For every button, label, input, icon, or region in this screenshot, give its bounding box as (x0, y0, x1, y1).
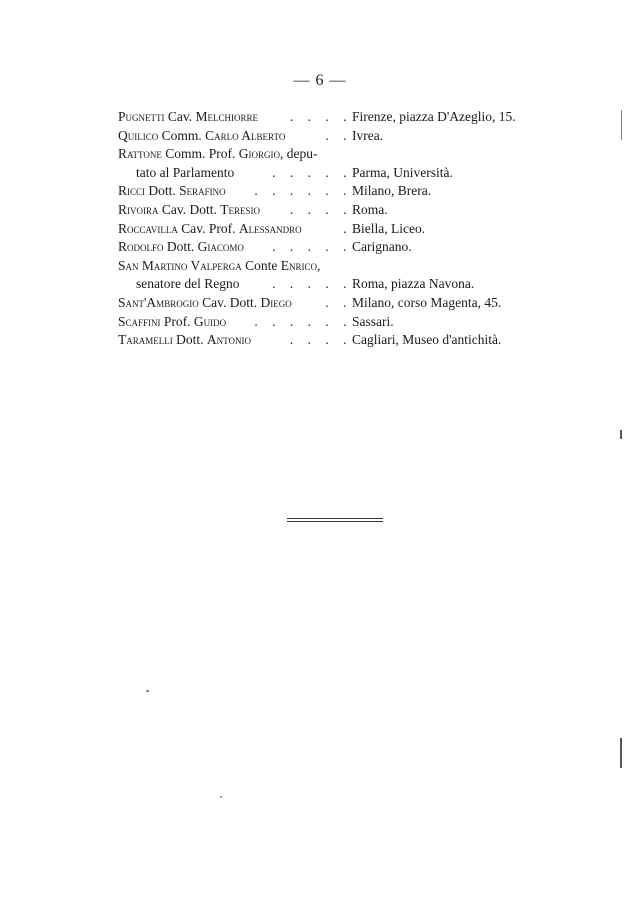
member-title: Dott. (163, 239, 198, 255)
member-first-name: Giorgio (238, 146, 280, 162)
member-surname: Rattone (118, 146, 162, 162)
list-item (118, 108, 558, 127)
member-title: Conte (241, 257, 281, 273)
member-surname: Ricci (118, 183, 146, 199)
member-place: Roma. (352, 201, 388, 217)
member-surname: Pugnetti (118, 109, 165, 124)
member-name (118, 145, 352, 182)
member-name (118, 313, 352, 332)
member-title: Comm. Prof. (161, 146, 239, 162)
list-item (118, 145, 558, 182)
member-first-name: Serafino (179, 183, 226, 199)
member-surname: Roccavilla (118, 220, 178, 236)
list-item (118, 331, 558, 350)
member-first-name: Antonio (206, 332, 251, 348)
member-place: Milano, Brera. (352, 183, 432, 199)
member-title: Prof. (160, 313, 194, 329)
member-list (118, 108, 558, 350)
member-name (118, 201, 352, 220)
member-place: Roma, piazza Navona. (352, 276, 475, 292)
member-name (118, 331, 352, 350)
member-title: Dott. (172, 332, 207, 348)
member-name (118, 238, 352, 257)
member-surname: Rivoira (118, 201, 159, 217)
member-place: Sassari. (352, 313, 394, 329)
dot-leaders: . . . . . (272, 276, 352, 292)
member-first-name: Giacomo (197, 239, 244, 255)
member-place: Biella, Liceo. (352, 220, 426, 236)
dot-leaders: . . . . . . (254, 183, 352, 199)
list-item (118, 182, 558, 201)
list-item (118, 220, 558, 239)
member-title: Cav. Dott. (158, 201, 221, 217)
section-divider (287, 518, 383, 524)
scan-edge-mark (620, 738, 622, 768)
page-number: — 6 — (293, 72, 347, 89)
member-surname: Sant'Ambrogio (118, 294, 199, 310)
dot-leaders: . . (325, 294, 352, 310)
member-first-name: Teresio (220, 201, 260, 217)
member-surname: Taramelli (118, 332, 173, 348)
list-item (118, 313, 558, 332)
member-name-continuation: tato al Parlamento (136, 164, 235, 180)
dot-leaders: . . . . (289, 201, 352, 217)
member-surname: Rodolfo (118, 239, 164, 255)
member-name (118, 257, 352, 294)
scan-speck (220, 796, 222, 798)
member-place: Carignano. (352, 239, 412, 255)
scan-speck (146, 690, 149, 692)
member-first-name: Diego (260, 294, 292, 310)
member-place: Firenze, piazza D'Azeglio, 15. (352, 109, 516, 124)
member-name (118, 108, 352, 127)
dot-leaders: . . . . . (272, 239, 352, 255)
dot-leaders: . . (325, 127, 352, 143)
dot-leaders: . . . . . (272, 164, 352, 180)
dot-leaders: . . . . (289, 109, 352, 124)
member-place: Parma, Università. (352, 164, 453, 180)
member-name (118, 294, 352, 313)
member-title: Cav. (164, 109, 196, 124)
member-first-name: Guido (193, 313, 227, 329)
scan-edge-mark (620, 430, 622, 439)
member-first-name: Alessandro (238, 220, 302, 236)
list-item (118, 201, 558, 220)
member-place: Cagliari, Museo d'antichità. (352, 332, 502, 348)
member-title: Dott. (145, 183, 180, 199)
member-title: Cav. Prof. (177, 220, 239, 236)
dot-leaders: . . . . . . (254, 313, 352, 329)
list-item (118, 238, 558, 257)
member-name (118, 220, 352, 239)
list-item (118, 294, 558, 313)
list-item (118, 127, 558, 146)
scan-edge-mark (621, 110, 622, 140)
member-surname: Quilico (118, 127, 159, 143)
member-name-suffix: , (316, 257, 321, 273)
member-place: Ivrea. (352, 127, 384, 143)
dot-leaders: . . . . (289, 332, 352, 348)
member-first-name: Enrico (280, 257, 317, 273)
member-first-name: Carlo Alberto (205, 127, 286, 143)
member-name-continuation: senatore del Regno (136, 276, 240, 292)
dot-leaders: . (343, 220, 352, 236)
member-title: Cav. Dott. (198, 294, 261, 310)
member-place: Milano, corso Magenta, 45. (352, 294, 502, 310)
member-name-suffix: , depu- (279, 146, 318, 162)
list-item (118, 257, 558, 294)
member-name (118, 182, 352, 201)
member-first-name: Melchiorre (195, 109, 259, 124)
member-surname: Scaffini (118, 313, 161, 329)
member-title: Comm. (158, 127, 206, 143)
member-surname: San Martino Valperga (118, 257, 242, 273)
member-name (118, 127, 352, 146)
